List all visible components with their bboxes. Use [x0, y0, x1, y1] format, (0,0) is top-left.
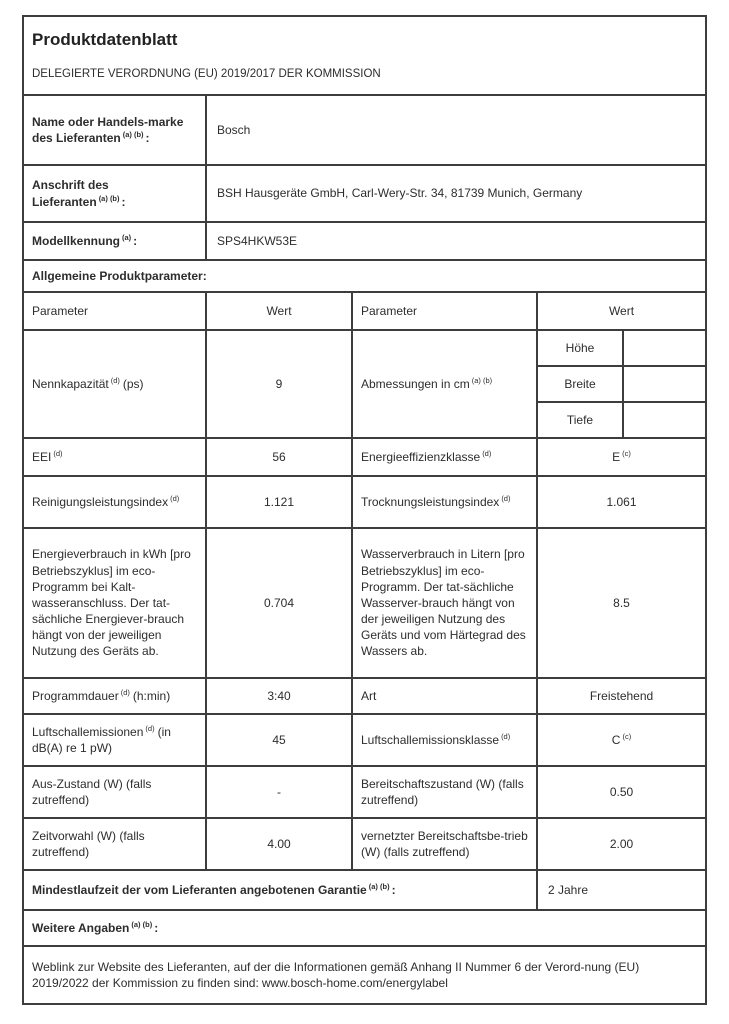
guarantee-label-cell [23, 870, 537, 910]
col-header-parameter-left: Parameter [23, 292, 206, 330]
model-id-label: Modellkennung [32, 233, 120, 248]
param-off-mode-label: Aus-Zustand (W) (falls zutreffend) [23, 766, 206, 818]
param-cleaning-index-label: Reinigungsleistungsindex [32, 494, 169, 509]
additional-info-label-cell [23, 910, 706, 946]
col-header-value-right: Wert [537, 292, 706, 330]
param-dimensions-label: Abmessungen in cm [361, 376, 470, 391]
param-duration-value: 3:40 [206, 678, 352, 714]
param-duration-footnote: (d) [120, 687, 130, 697]
param-duration-unit: (h:min) [132, 688, 171, 703]
param-standby-value: 0.50 [537, 766, 706, 818]
param-energy-consumption-value: 0.704 [206, 528, 352, 678]
supplier-address-footnote: (a) (b) [98, 193, 120, 203]
supplier-name-footnote: (a) (b) [122, 130, 144, 139]
param-noise-label: Luftschallemissionen [32, 724, 144, 739]
model-id-footnote: (a) [122, 232, 132, 242]
param-cleaning-index-footnote: (d) [170, 493, 180, 503]
param-capacity-label: Nennkapazität [32, 376, 109, 391]
dimension-width-label: Breite [537, 366, 623, 402]
additional-info-colon: : [154, 920, 159, 935]
param-water-consumption-label: Wasserverbrauch in Litern [pro Betriebszyklus] im eco-Programm. Der tat-sächliche Wasserver-brauch hängt von der jeweiligen Nutzung des Geräts und vom Härtegrad des Wassers ab. [352, 528, 537, 678]
param-energy-class-value-footnote: (c) [622, 448, 631, 458]
dimension-depth-value [623, 402, 706, 438]
param-energy-class-label-cell [352, 438, 537, 476]
param-drying-index-label: Trocknungsleistungsindex [361, 494, 500, 509]
product-datasheet-table [22, 15, 707, 1005]
col-header-parameter-right: Parameter [352, 292, 537, 330]
param-capacity-unit: (ps) [122, 376, 144, 391]
param-drying-index-value: 1.061 [537, 476, 706, 528]
guarantee-footnote: (a) (b) [368, 881, 390, 891]
param-drying-index-label-cell [352, 476, 537, 528]
model-id-label-cell [23, 222, 206, 260]
section-title: Allgemeine Produktparameter: [23, 260, 706, 292]
param-noise-class-label: Luftschallemissionsklasse [361, 732, 500, 747]
param-eei-label-cell [23, 438, 206, 476]
param-off-mode-value: - [206, 766, 352, 818]
model-id-value: SPS4HKW53E [206, 222, 706, 260]
supplier-name-label-cell [23, 95, 206, 165]
weblink-url[interactable]: www.bosch-home.com/energylabel [261, 976, 448, 990]
param-energy-class-value: E [612, 449, 621, 464]
param-type-value: Freistehend [537, 678, 706, 714]
param-drying-index-footnote: (d) [501, 493, 511, 503]
guarantee-colon: : [391, 882, 396, 897]
param-dimensions-footnote: (a) (b) [471, 375, 493, 385]
param-noise-class-value: C [611, 732, 621, 747]
param-type-label: Art [352, 678, 537, 714]
param-networked-standby-value: 2.00 [537, 818, 706, 870]
param-noise-class-footnote: (d) [501, 731, 511, 741]
weblink-text: Weblink zur Website des Lieferanten, auf der die Informationen gemäß Anhang II Nummer 6 der Verord-nung (EU) 2019/2022 der Kommission zu finden sind: [32, 959, 640, 990]
page-title: Produktdatenblatt [32, 29, 178, 49]
param-duration-label: Programmdauer [32, 688, 119, 703]
guarantee-value: 2 Jahre [537, 870, 706, 910]
param-capacity-value: 9 [206, 330, 352, 438]
weblink-cell [23, 946, 706, 1004]
param-delay-start-value: 4.00 [206, 818, 352, 870]
param-water-consumption-value: 8.5 [537, 528, 706, 678]
dimension-depth-label: Tiefe [537, 402, 623, 438]
param-noise-value: 45 [206, 714, 352, 766]
dimension-height-value [623, 330, 706, 366]
dimension-height-label: Höhe [537, 330, 623, 366]
param-capacity-footnote: (d) [110, 375, 120, 385]
supplier-name-value: Bosch [206, 95, 706, 165]
param-standby-label: Bereitschaftszustand (W) (falls zutreffend) [352, 766, 537, 818]
param-energy-class-label: Energieeffizienzklasse [361, 449, 481, 464]
param-capacity-label-cell [23, 330, 206, 438]
param-delay-start-label: Zeitvorwahl (W) (falls zutreffend) [23, 818, 206, 870]
guarantee-label: Mindestlaufzeit der vom Lieferanten angebotenen Garantie [32, 882, 367, 897]
model-id-colon: : [133, 233, 138, 248]
param-noise-class-value-footnote: (c) [622, 731, 632, 741]
param-cleaning-index-value: 1.121 [206, 476, 352, 528]
supplier-address-value: BSH Hausgeräte GmbH, Carl-Wery-Str. 34, 81739 Munich, Germany [206, 165, 706, 222]
param-energy-consumption-label: Energieverbrauch in kWh [pro Betriebszyklus] im eco-Programm bei Kalt-wasseranschluss. Der tat-sächliche Energiever-brauch hängt von der jeweiligen Nutzung des Geräts ab. [23, 528, 206, 678]
supplier-address-label: Anschrift des Lieferanten [32, 178, 109, 209]
col-header-value-left: Wert [206, 292, 352, 330]
param-energy-class-value-cell [537, 438, 706, 476]
param-noise-label-cell [23, 714, 206, 766]
param-eei-label: EEI [32, 449, 52, 464]
supplier-name-colon: : [145, 131, 150, 145]
supplier-address-colon: : [121, 194, 126, 209]
param-cleaning-index-label-cell [23, 476, 206, 528]
document-header-cell [23, 16, 706, 95]
supplier-address-label-cell [23, 165, 206, 222]
param-noise-unit: (in dB(A) re 1 pW) [32, 724, 171, 755]
param-dimensions-label-cell [352, 330, 537, 438]
param-energy-class-footnote: (d) [482, 448, 492, 458]
param-eei-footnote: (d) [53, 448, 63, 458]
param-networked-standby-label: vernetzter Bereitschaftsbe-trieb (W) (falls zutreffend) [352, 818, 537, 870]
regulation-subtitle: DELEGIERTE VERORDNUNG (EU) 2019/2017 DER KOMMISSION [32, 67, 381, 80]
param-eei-value: 56 [206, 438, 352, 476]
supplier-name-label: Name oder Handels-marke des Lieferanten [32, 114, 184, 145]
param-noise-footnote: (d) [145, 723, 155, 733]
additional-info-footnote: (a) (b) [131, 919, 153, 929]
dimension-width-value [623, 366, 706, 402]
param-duration-label-cell [23, 678, 206, 714]
param-noise-class-label-cell [352, 714, 537, 766]
param-noise-class-value-cell [537, 714, 706, 766]
additional-info-label: Weitere Angaben [32, 920, 130, 935]
